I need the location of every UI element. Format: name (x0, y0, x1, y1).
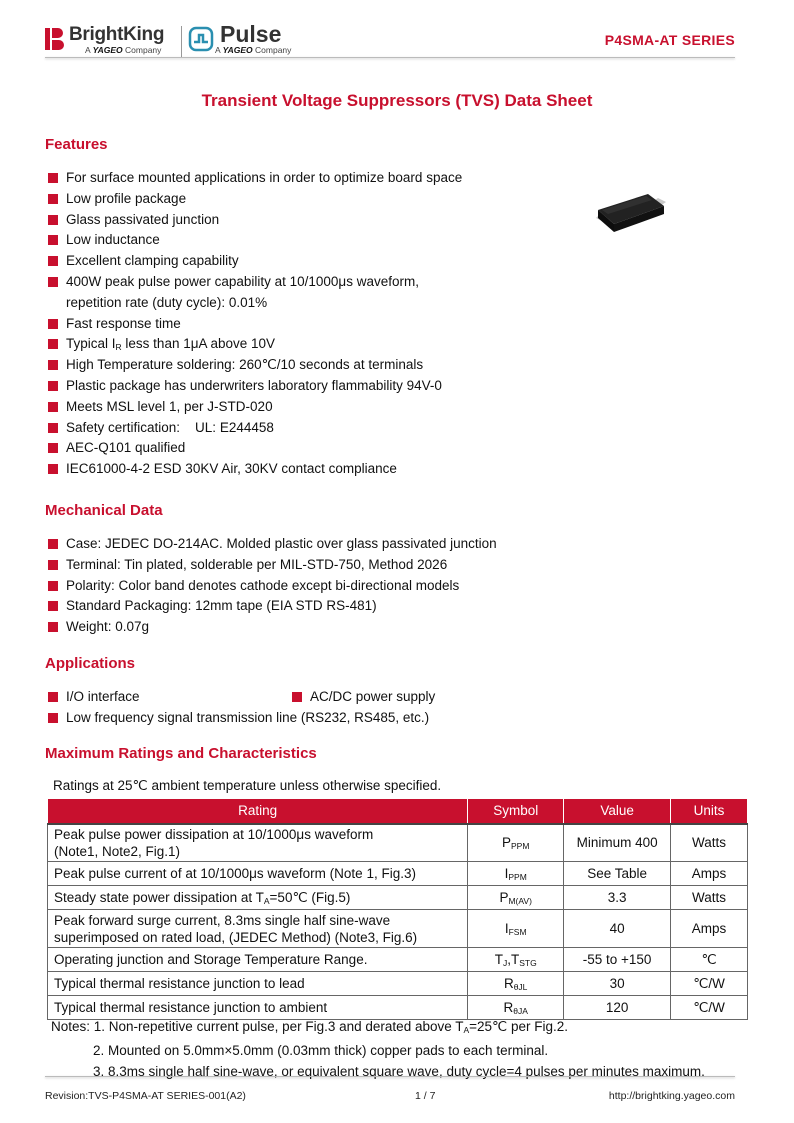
list-item: IEC61000-4-2 ESD 30KV Air, 30KV contact compliance (48, 459, 462, 480)
applications-list (48, 687, 648, 725)
footer-divider (45, 1076, 735, 1077)
table-row (48, 862, 748, 886)
value-cell: 30 (564, 972, 671, 996)
brightking-name: BrightKing (69, 24, 165, 45)
bullet-square-icon (48, 622, 58, 632)
list-item: Glass passivated junction (48, 210, 462, 231)
rating-cell: Peak pulse current of at 10/1000μs waveform (Note 1, Fig.3) (48, 862, 468, 886)
bullet-square-icon (48, 339, 58, 349)
value-cell: Minimum 400 (564, 824, 671, 862)
bullet-square-icon (48, 560, 58, 570)
bullet-square-icon (48, 443, 58, 453)
bullet-square-icon (48, 464, 58, 474)
list-item: I/O interface (48, 687, 140, 708)
note-line: Notes: 1. Non-repetitive current pulse, per Fig.3 and derated above $T_A=25℃$ per Fig.2. (51, 1019, 568, 1035)
smd-diode-package-image (592, 190, 672, 240)
units-cell: Watts (671, 824, 748, 862)
column-header-rating: Rating (48, 799, 468, 824)
document-title: Transient Voltage Suppressors (TVS) Data Sheet (201, 91, 593, 110)
value-cell: See Table (564, 862, 671, 886)
list-item: Weight: 0.07g (48, 617, 497, 638)
units-cell: ℃ (671, 948, 748, 972)
features-heading: Features (45, 136, 108, 153)
table-row (48, 996, 748, 1020)
value-cell: 40 (564, 910, 671, 948)
list-item: AC/DC power supply (292, 687, 435, 708)
bullet-square-icon (48, 360, 58, 370)
note-line: 3. 8.3ms single half sine-wave, or equivalent square wave, duty cycle=4 pulses per minutes maximum. (93, 1063, 705, 1079)
symbol-cell: $I_{FSM}$ (468, 910, 564, 948)
list-item: For surface mounted applications in order to optimize board space (48, 168, 462, 189)
bullet-square-icon (48, 235, 58, 245)
symbol-cell: $R_{\theta JL}$ (468, 972, 564, 996)
logo-divider (181, 26, 182, 58)
rating-cell: Typical thermal resistance junction to ambient (48, 996, 468, 1020)
table-row (48, 948, 748, 972)
table-header-row (48, 799, 748, 824)
rating-cell: Peak forward surge current, 8.3ms single half sine-wave superimposed on rated load, (JEDEC Method) (Note3, Fig.6) (48, 910, 468, 948)
table-row (48, 824, 748, 862)
list-item: Meets MSL level 1, per J-STD-020 (48, 397, 462, 418)
list-item: Fast response time (48, 314, 462, 335)
list-item: Case: JEDEC DO-214AC. Molded plastic over glass passivated junction (48, 534, 497, 555)
symbol-cell: $T_J,T_{STG}$ (468, 948, 564, 972)
table-row (48, 886, 748, 910)
bullet-square-icon (48, 692, 58, 702)
list-item: High Temperature soldering: 260℃/10 seconds at terminals (48, 355, 462, 376)
bullet-square-icon (48, 173, 58, 183)
rating-cell: Typical thermal resistance junction to lead (48, 972, 468, 996)
column-header-symbol: Symbol (468, 799, 564, 824)
list-item: Low inductance (48, 230, 462, 251)
list-item: Terminal: Tin plated, solderable per MIL-STD-750, Method 2026 (48, 555, 497, 576)
features-list (48, 168, 462, 480)
value-cell: 3.3 (564, 886, 671, 910)
revision-label: Revision:TVS-P4SMA-AT SERIES-001(A2) (45, 1090, 246, 1102)
units-cell: Watts (671, 886, 748, 910)
column-header-units: Units (671, 799, 748, 824)
units-cell: Amps (671, 862, 748, 886)
value-cell: -55 to +150 (564, 948, 671, 972)
pulse-tagline: A YAGEO Company (215, 45, 292, 55)
bullet-square-icon (48, 402, 58, 412)
list-item: Low profile package (48, 189, 462, 210)
list-item: AEC-Q101 qualified (48, 438, 462, 459)
list-item: Plastic package has underwriters laboratory flammability 94V-0 (48, 376, 462, 397)
ratings-table (47, 798, 748, 1020)
applications-heading: Applications (45, 655, 136, 672)
note-line: 2. Mounted on 5.0mm×5.0mm (0.03mm thick) copper pads to each terminal. (93, 1042, 549, 1058)
bullet-square-icon (48, 381, 58, 391)
bullet-square-icon (48, 601, 58, 611)
rating-cell: Steady state power dissipation at $T_A=50℃$ (Fig.5) (48, 886, 468, 910)
units-cell: ℃/W (671, 996, 748, 1020)
bullet-square-icon (48, 277, 58, 287)
symbol-cell: $R_{\theta JA}$ (468, 996, 564, 1020)
page-number: 1 / 7 (415, 1090, 436, 1102)
page-header (45, 21, 735, 58)
symbol-cell: $P_{M(AV)}$ (468, 886, 564, 910)
bullet-square-icon (292, 692, 302, 702)
series-label: P4SMA-AT SERIES (604, 32, 735, 48)
ratings-condition-note: Ratings at 25℃ ambient temperature unless otherwise specified. (53, 778, 442, 793)
list-item: Excellent clamping capability (48, 251, 462, 272)
list-item: Safety certification: UL: E244458 (48, 418, 462, 439)
brightking-mark-icon (45, 28, 65, 50)
header-divider (45, 57, 735, 58)
bullet-square-icon (48, 256, 58, 266)
table-row (48, 910, 748, 948)
bullet-square-icon (48, 423, 58, 433)
mechanical-list (48, 534, 497, 638)
mechanical-heading: Mechanical Data (45, 502, 163, 519)
list-item: Standard Packaging: 12mm tape (EIA STD RS-481) (48, 596, 497, 617)
value-cell: 120 (564, 996, 671, 1020)
website-link[interactable]: http://brightking.yageo.com (608, 1090, 735, 1102)
table-row (48, 972, 748, 996)
bullet-square-icon (48, 319, 58, 329)
bullet-square-icon (48, 713, 58, 723)
symbol-cell: $I_{PPM}$ (468, 862, 564, 886)
symbol-cell: $P_{PPM}$ (468, 824, 564, 862)
ratings-notes (51, 1017, 705, 1082)
list-item-continuation: repetition rate (duty cycle): 0.01% (66, 294, 268, 310)
list-item: Polarity: Color band denotes cathode except bi-directional models (48, 576, 497, 597)
units-cell: Amps (671, 910, 748, 948)
bullet-square-icon (48, 581, 58, 591)
column-header-value: Value (564, 799, 671, 824)
rating-cell: Operating junction and Storage Temperature Range. (48, 948, 468, 972)
brightking-tagline: A YAGEO Company (85, 45, 162, 55)
ratings-heading: Maximum Ratings and Characteristics (45, 745, 317, 762)
rating-cell: Peak pulse power dissipation at 10/1000μs waveform (Note1, Note2, Fig.1) (48, 824, 468, 862)
bullet-square-icon (48, 215, 58, 225)
units-cell: ℃/W (671, 972, 748, 996)
pulse-mark-icon (188, 26, 216, 52)
pulse-name: Pulse (220, 21, 282, 47)
list-item: Low frequency signal transmission line (RS232, RS485, etc.) (48, 708, 429, 729)
list-item: Typical $I_R$ less than 1μA above 10V (48, 334, 462, 355)
list-item: 400W peak pulse power capability at 10/1000μs waveform, (48, 272, 462, 293)
bullet-square-icon (48, 194, 58, 204)
bullet-square-icon (48, 539, 58, 549)
